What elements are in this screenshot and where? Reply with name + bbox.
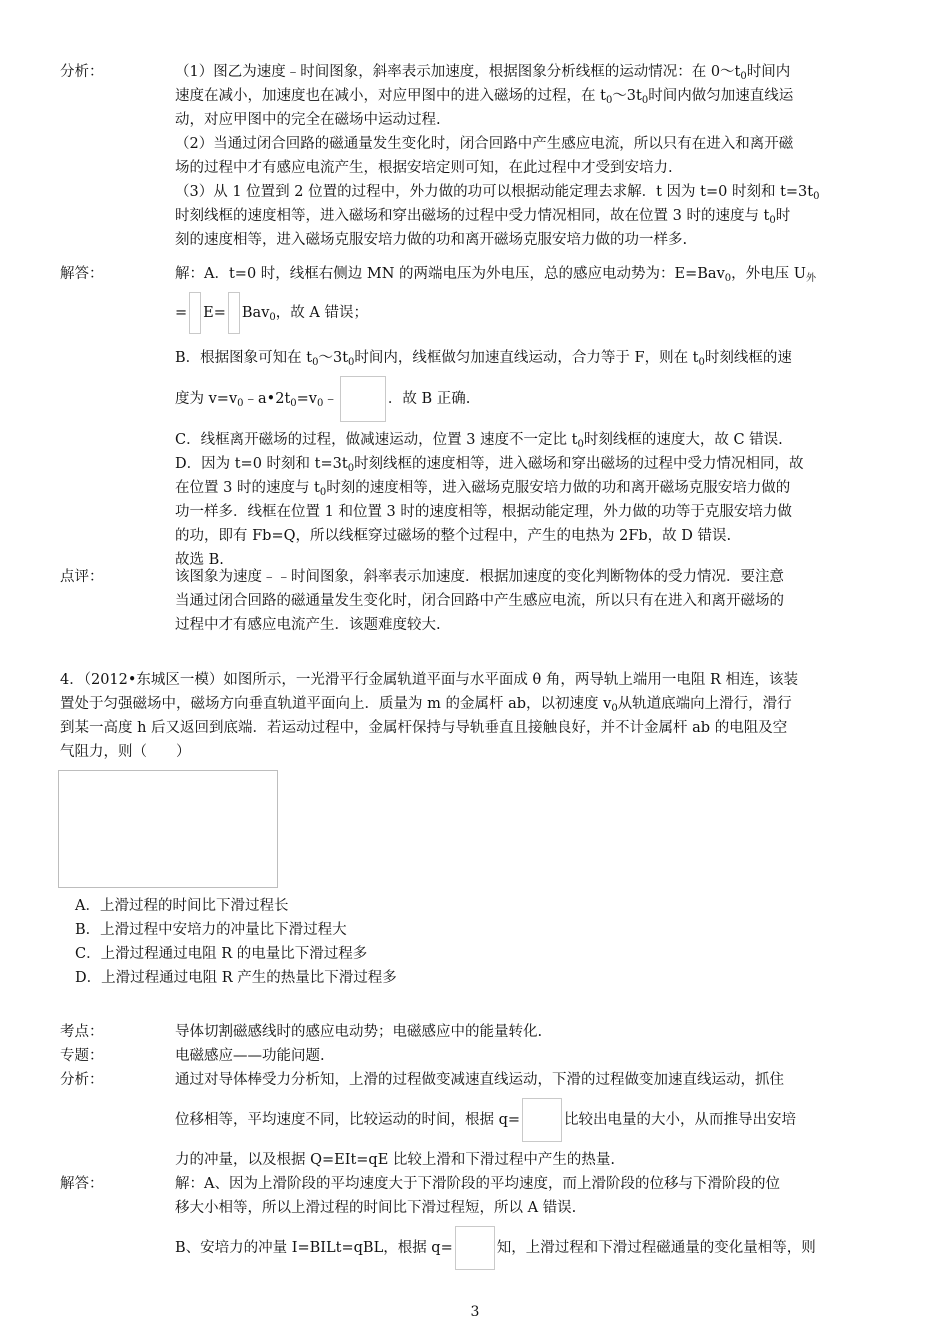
answer-line: 解：A．t=0 时，线框右侧边 MN 的两端电压为外电压，总的感应电动势为：E=Bav$_0$，外电压 $U_外$ [175, 266, 816, 284]
comment-line: 过程中才有感应电流产生．该题难度较大. [175, 617, 441, 633]
answer2-line: B、安培力的冲量 I=BILt=qBL，根据 q= 知，上滑过程和下滑过程磁通量的变化量相等，则 [175, 1226, 890, 1270]
analysis-line: 场的过程中才有感应电流产生，根据安培定则可知，在此过程中才受到安培力. [175, 160, 673, 176]
option-a: A．上滑过程的时间比下滑过程长 [75, 898, 289, 914]
answer2-body [175, 1172, 890, 1270]
analysis-body [175, 60, 890, 252]
question-line: 置处于匀强磁场中，磁场方向垂直轨道平面向上．质量为 m 的金属杆 ab，以初速度 $v_0$从轨道底端向上滑行，滑行 [60, 696, 792, 714]
fraction-placeholder [228, 292, 240, 334]
analysis2-line: 通过对导体棒受力分析知，上滑的过程做变减速直线运动，下滑的过程做变加速直线运动，抓住 [175, 1072, 784, 1088]
answer-line: 度为 $v=v_0﹣a•2t_0=v_0﹣$ ．故 B 正确. [175, 376, 890, 422]
analysis2-label: 分析： [60, 1072, 104, 1088]
comment-line: 该图象为速度﹣﹣时间图象，斜率表示加速度．根据加速度的变化判断物体的受力情况．要注意 [175, 569, 784, 585]
question-line: 4．（2012•东城区一模）如图所示，一光滑平行金属轨道平面与水平面成 θ 角，两导轨上端用一电阻 R 相连，该装 [60, 672, 799, 688]
analysis-line: （2）当通过闭合回路的磁通量发生变化时，闭合回路中产生感应电流，所以只有在进入和离开磁 [175, 136, 794, 152]
analysis-label: 分析： [60, 64, 104, 80]
kaodian-text: 导体切割磁感线时的感应电动势；电磁感应中的能量转化. [175, 1024, 543, 1040]
question-4 [60, 668, 890, 764]
answer-line: 功一样多．线框在位置 1 和位置 3 时的速度相等，根据动能定理，外力做的功等于克服安培力做 [175, 504, 792, 520]
analysis-line: （3）从 1 位置到 2 位置的过程中，外力做的功可以根据动能定理去求解．t 因为 t=0 时刻和 $t=3t_0$ [175, 184, 820, 202]
answer-line: 在位置 3 时的速度与 $t_0$时刻的速度相等，进入磁场克服安培力做的功和离开磁场克服安培力做的 [175, 480, 791, 498]
analysis-line: 刻的速度相等，进入磁场克服安培力做的功和离开磁场克服安培力做的功一样多. [175, 232, 688, 248]
fraction-placeholder [340, 376, 386, 422]
answer-line: = E= Bav$_0$，故 A 错误； [175, 292, 890, 334]
comment-body [175, 565, 890, 637]
option-c: C．上滑过程通过电阻 R 的电量比下滑过程多 [75, 946, 368, 962]
zhuanti-label: 专题： [60, 1048, 104, 1064]
fraction-placeholder [522, 1098, 562, 1142]
answer-line: B．根据图象可知在 $t_0\sim 3t_0$时间内，线框做匀加速直线运动，合力等于 F，则在 $t_0$时刻线框的速 [175, 350, 792, 368]
analysis-line: 速度在减小，加速度也在减小，对应甲图中的进入磁场的过程，在 $t_0\sim 3t_0$时间内做匀加速直线运 [175, 88, 794, 106]
answer-body [175, 262, 890, 572]
analysis-line: （1）图乙为速度﹣时间图象，斜率表示加速度，根据图象分析线框的运动情况：在 $0\sim t_0$时间内 [175, 64, 791, 82]
analysis-line: 动，对应甲图中的完全在磁场中运动过程. [175, 112, 441, 128]
option-d: D．上滑过程通过电阻 R 产生的热量比下滑过程多 [75, 970, 397, 986]
kaodian-label: 考点： [60, 1024, 104, 1040]
analysis2-line: 位移相等，平均速度不同，比较运动的时间，根据 q= 比较出电量的大小，从而推导出安培 [175, 1098, 890, 1142]
analysis2-body [175, 1068, 890, 1172]
analysis2-line: 力的冲量，以及根据 Q=EIt=qE 比较上滑和下滑过程中产生的热量. [175, 1152, 616, 1168]
comment-line: 当通过闭合回路的磁通量发生变化时，闭合回路中产生感应电流，所以只有在进入和离开磁场的 [175, 593, 784, 609]
fraction-placeholder [455, 1226, 495, 1270]
question-line: 气阻力，则（ ） [60, 744, 191, 760]
page-number: 3 [470, 1304, 480, 1320]
answer-line: 故选 B. [175, 552, 224, 568]
comment-label: 点评： [60, 569, 104, 585]
answer2-line: 移大小相等，所以上滑过程的时间比下滑过程短，所以 A 错误. [175, 1200, 577, 1216]
question-line: 到某一高度 h 后又返回到底端．若运动过程中，金属杆保持与导轨垂直且接触良好，并不计金属杆 ab 的电阻及空 [60, 720, 788, 736]
answer2-line: 解：A、因为上滑阶段的平均速度大于下滑阶段的平均速度，而上滑阶段的位移与下滑阶段的位 [175, 1176, 780, 1192]
analysis-line: 时刻线框的速度相等，进入磁场和穿出磁场的过程中受力情况相同，故在位置 3 时的速度与 $t_0$时 [175, 208, 791, 226]
answer-line: D．因为 t=0 时刻和 $t=3t_0$时刻线框的速度相等，进入磁场和穿出磁场的过程中受力情况相同，故 [175, 456, 804, 474]
options-list [75, 894, 775, 990]
zhuanti-text: 电磁感应——功能问题. [175, 1048, 325, 1064]
fraction-placeholder [189, 292, 201, 334]
option-b: B．上滑过程中安培力的冲量比下滑过程大 [75, 922, 347, 938]
answer2-label: 解答： [60, 1176, 104, 1192]
answer-line: 的功，即有 Fb=Q，所以线框穿过磁场的整个过程中，产生的电热为 2Fb，故 D 错误. [175, 528, 732, 544]
answer-line: C．线框离开磁场的过程，做减速运动，位置 3 速度不一定比 $t_0$时刻线框的速度大，故 C 错误. [175, 432, 783, 450]
question-figure-placeholder [58, 770, 278, 888]
answer-label: 解答： [60, 266, 104, 282]
